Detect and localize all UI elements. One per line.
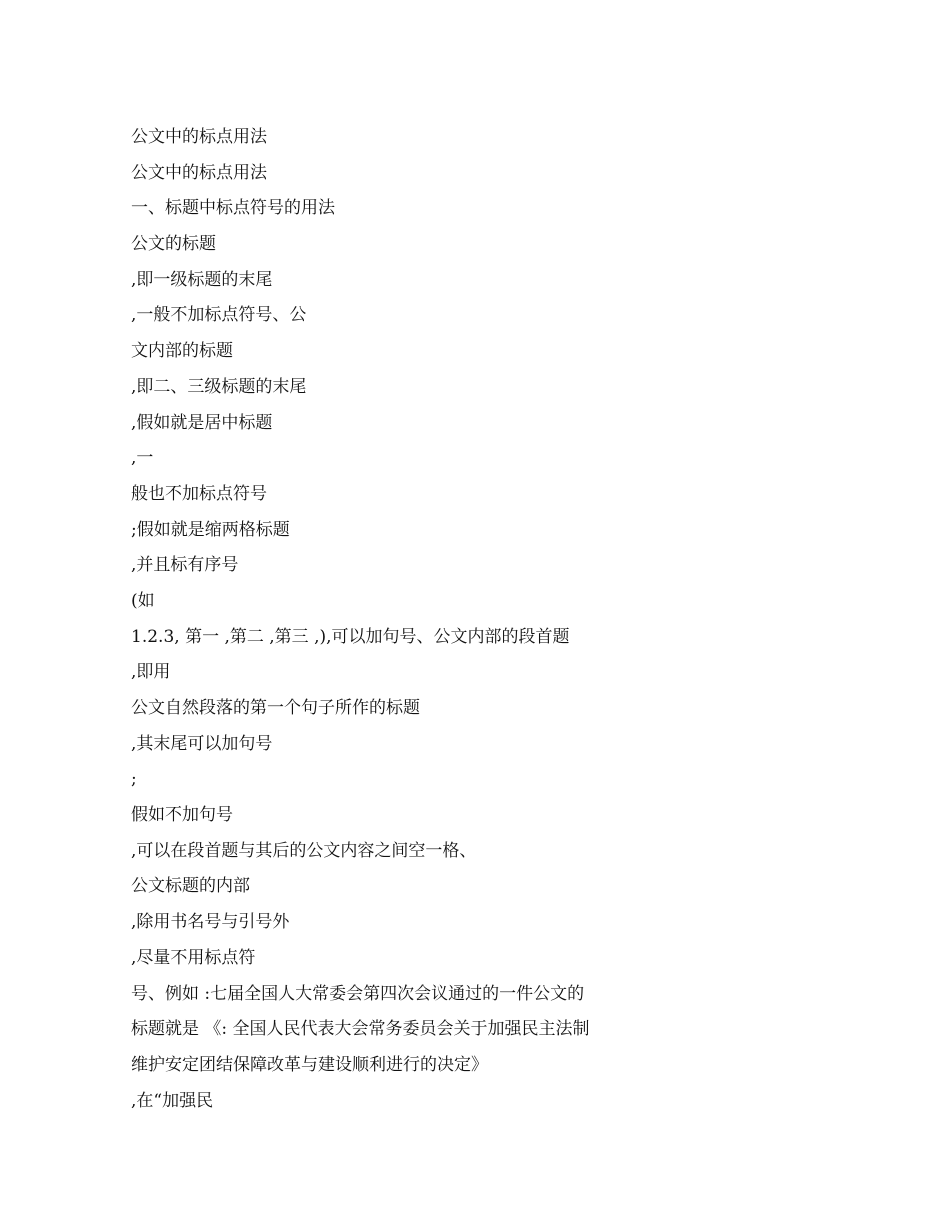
document-body xyxy=(131,120,851,1119)
text-line: 公文标题的内部 xyxy=(131,876,250,897)
text-line: 般也不加标点符号 xyxy=(131,483,267,504)
text-line: ,其末尾可以加句号 xyxy=(131,733,273,754)
text-line: ;假如就是缩两格标题 xyxy=(131,519,290,540)
text-line: 公文中的标点用法 xyxy=(131,127,267,147)
text-line: 文内部的标题 xyxy=(131,341,233,362)
text-line: ,可以在段首题与其后的公文内容之间空一格、 xyxy=(131,840,477,861)
text-line: 公文的标题 xyxy=(131,234,216,255)
text-line: ,一 xyxy=(131,448,154,469)
section-heading: 一、标题中标点符号的用法 xyxy=(131,198,335,219)
text-line: ; xyxy=(131,769,137,790)
text-line: 维护安定团结保障改革与建设顺利进行的决定》 xyxy=(131,1054,488,1075)
text-line: ,在“加强民 xyxy=(131,1090,214,1111)
text-line: 假如不加句号 xyxy=(131,805,233,826)
text-line: 号、例如 :七届全国人大常委会第四次会议通过的一件公文的 xyxy=(131,983,585,1004)
text-line: ,即一级标题的末尾 xyxy=(131,269,273,290)
text-line: (如 xyxy=(131,590,155,611)
text-line: 1.2.3, 第一 ,第二 ,第三 ,),可以加句号、公文内部的段首题 xyxy=(131,626,570,647)
text-line: ,尽量不用标点符 xyxy=(131,947,256,968)
text-line: ,即二、三级标题的末尾 xyxy=(131,376,307,397)
text-line: 公文自然段落的第一个句子所作的标题 xyxy=(131,698,420,718)
text-line: 标题就是 《: 全国人民代表大会常务委员会关于加强民主法制 xyxy=(131,1019,590,1040)
text-line: ,除用书名号与引号外 xyxy=(131,912,290,933)
text-line: ,即用 xyxy=(131,662,171,683)
text-line: ,一般不加标点符号、公 xyxy=(131,305,307,326)
text-line: ,并且标有序号 xyxy=(131,555,239,576)
text-line: ,假如就是居中标题 xyxy=(131,412,273,433)
text-line: 公文中的标点用法 xyxy=(131,162,267,183)
